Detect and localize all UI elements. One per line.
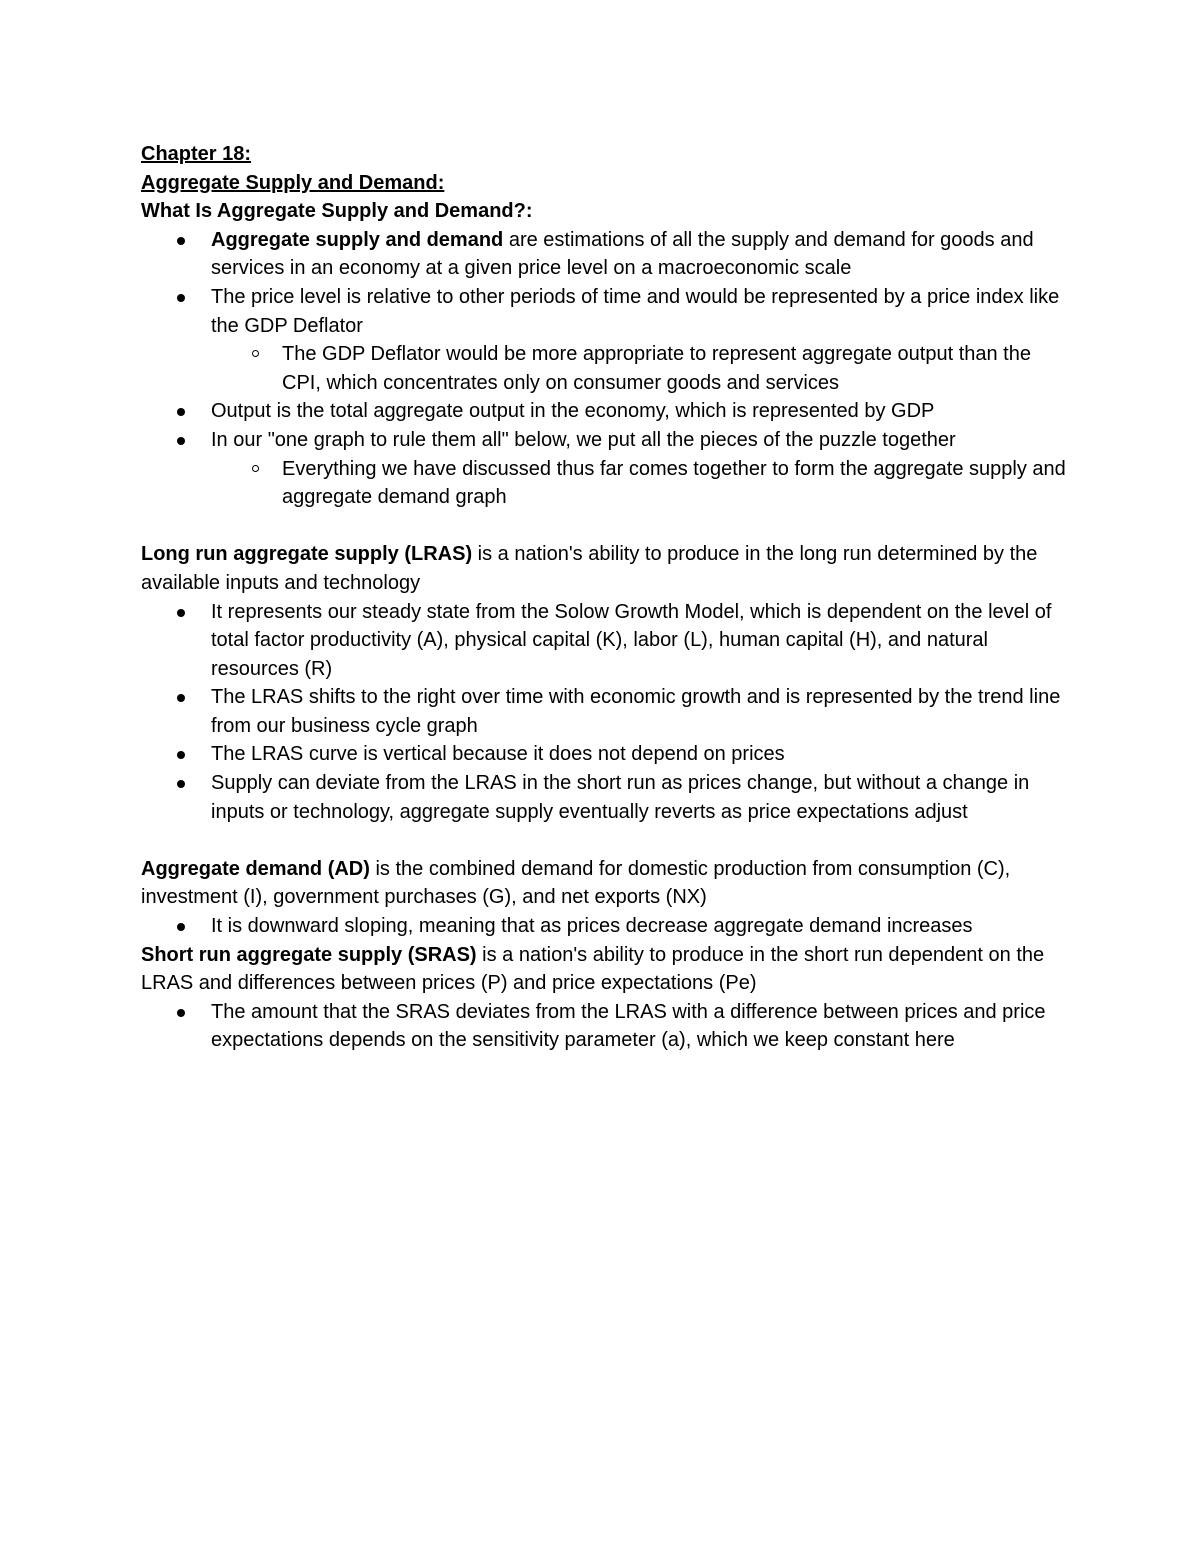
document-page bbox=[141, 140, 1071, 1055]
hollow-bullet-icon bbox=[252, 350, 259, 357]
bullet-text: It represents our steady state from the Solow Growth Model, which is dependent on the level of total factor productivity (A), physical capital (K), labor (L), human capital (H), and natural resources (R) bbox=[211, 600, 1052, 680]
bullet-icon bbox=[177, 780, 185, 788]
bullet-text: The amount that the SRAS deviates from the LRAS with a difference between prices and price expectations depends on the sensitivity parameter (a), which we keep constant here bbox=[211, 1000, 1046, 1052]
bullet-text: In our "one graph to rule them all" below, we put all the pieces of the puzzle together bbox=[211, 428, 956, 451]
bullet-icon bbox=[177, 437, 185, 445]
sras-bullet-list bbox=[141, 998, 1071, 1055]
sub-bullet-text: The GDP Deflator would be more appropriate to represent aggregate output than the CPI, which concentrates only on consumer goods and services bbox=[282, 343, 1031, 394]
hollow-bullet-icon bbox=[252, 465, 259, 472]
lras-bullet-list bbox=[141, 598, 1071, 827]
bullet-icon bbox=[177, 1009, 185, 1017]
spacer bbox=[141, 512, 1071, 541]
list-item bbox=[141, 283, 1071, 340]
bullet-text: Output is the total aggregate output in the economy, which is represented by GDP bbox=[211, 400, 935, 423]
list-item bbox=[141, 683, 1071, 740]
bullet-text: are estimations of all the supply and demand for goods and services in an economy at a given price level on a macroeconomic scale bbox=[211, 228, 1034, 280]
bold-term: Aggregate supply and demand bbox=[211, 228, 504, 251]
bullet-icon bbox=[177, 609, 185, 617]
lras-definition: is a nation's ability to produce in the long run determined by the available inputs and technology bbox=[141, 543, 1038, 594]
bullet-icon bbox=[177, 237, 185, 245]
lras-paragraph bbox=[141, 540, 1071, 597]
sras-paragraph bbox=[141, 941, 1071, 998]
section-title: Aggregate Supply and Demand: bbox=[141, 171, 445, 194]
list-item bbox=[141, 740, 1071, 769]
bullet-icon bbox=[177, 408, 185, 416]
bullet-text: The price level is relative to other periods of time and would be represented by a price index like the GDP Deflator bbox=[211, 285, 1060, 337]
list-item bbox=[141, 598, 1071, 684]
bullet-icon bbox=[177, 751, 185, 759]
bullet-text: It is downward sloping, meaning that as prices decrease aggregate demand increases bbox=[211, 915, 973, 938]
question-heading: What Is Aggregate Supply and Demand?: bbox=[141, 200, 533, 223]
chapter-title: Chapter 18: bbox=[141, 143, 252, 165]
ad-bullet-list bbox=[141, 912, 1071, 941]
sub-list-item bbox=[141, 340, 1071, 397]
bullet-icon bbox=[177, 294, 185, 302]
bullet-text: The LRAS shifts to the right over time with economic growth and is represented by the trend line from our business cycle graph bbox=[211, 686, 1061, 737]
sub-bullet-text: Everything we have discussed thus far comes together to form the aggregate supply and aggregate demand graph bbox=[282, 457, 1066, 509]
intro-bullet-list bbox=[141, 226, 1071, 512]
bullet-text: Supply can deviate from the LRAS in the short run as prices change, but without a change in inputs or technology, aggregate supply eventually reverts as price expectations adjust bbox=[211, 772, 1030, 823]
sras-definition: is a nation's ability to produce in the short run dependent on the LRAS and differences between prices (P) and price expectations (Pe) bbox=[141, 943, 1045, 995]
list-item bbox=[141, 226, 1071, 283]
list-item bbox=[141, 998, 1071, 1055]
spacer bbox=[141, 826, 1071, 855]
list-item bbox=[141, 912, 1071, 941]
list-item bbox=[141, 769, 1071, 826]
bullet-icon bbox=[177, 694, 185, 702]
list-item bbox=[141, 397, 1071, 426]
ad-definition: is the combined demand for domestic production from consumption (C), investment (I), government purchases (G), and net exports (NX) bbox=[141, 857, 1011, 909]
sras-term: Short run aggregate supply (SRAS) bbox=[141, 943, 477, 966]
list-item bbox=[141, 426, 1071, 455]
ad-paragraph bbox=[141, 855, 1071, 912]
sub-list-item bbox=[141, 455, 1071, 512]
ad-term: Aggregate demand (AD) bbox=[141, 857, 370, 880]
bullet-icon bbox=[177, 923, 185, 931]
bullet-text: The LRAS curve is vertical because it does not depend on prices bbox=[211, 743, 785, 766]
lras-term: Long run aggregate supply (LRAS) bbox=[141, 543, 473, 566]
